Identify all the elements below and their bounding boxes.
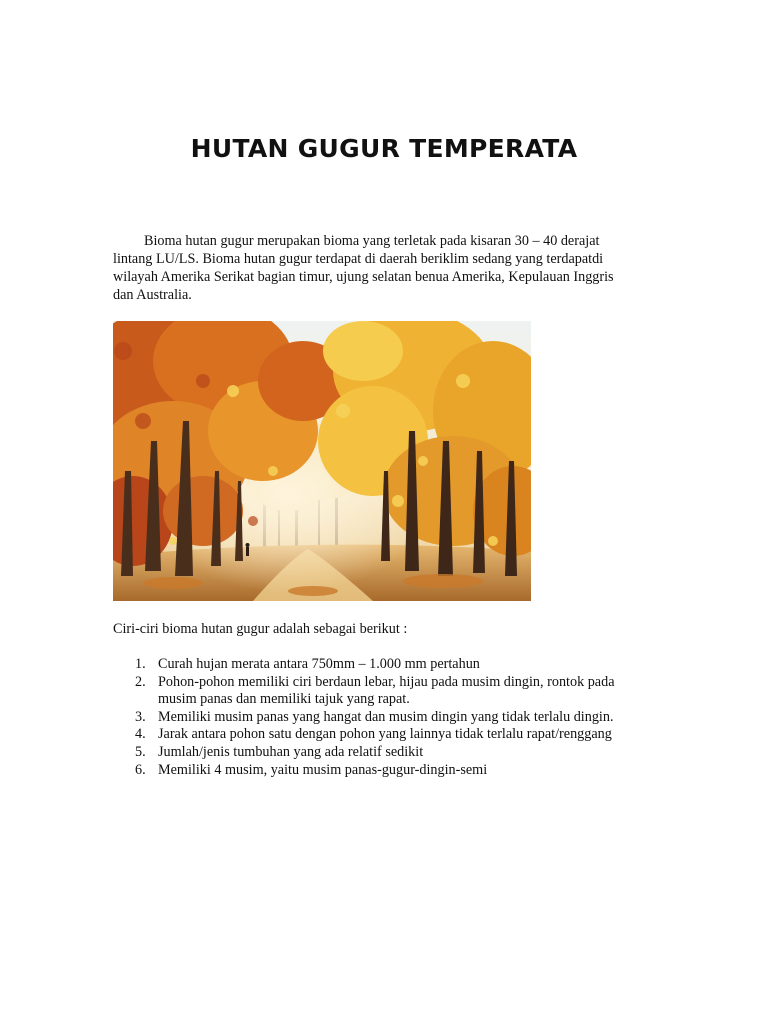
list-number: 1. [135, 656, 146, 672]
characteristics-intro: Ciri-ciri bioma hutan gugur adalah sebagai berikut : [113, 621, 408, 637]
characteristics-list [113, 656, 653, 779]
intro-line: dan Australia. [113, 287, 192, 303]
intro-line: wilayah Amerika Serikat bagian timur, ujung selatan benua Amerika, Kepulauan Inggris [113, 269, 614, 285]
list-item-text: Pohon-pohon memiliki ciri berdaun lebar, hijau pada musim dingin, rontok pada [158, 673, 615, 690]
autumn-forest-painting [113, 321, 531, 601]
intro-line: Bioma hutan gugur merupakan bioma yang terletak pada kisaran 30 – 40 derajat [144, 233, 600, 249]
list-item-text: Jumlah/jenis tumbuhan yang ada relatif sedikit [158, 743, 424, 760]
intro-line: lintang LU/LS. Bioma hutan gugur terdapat di daerah beriklim sedang yang terdapatdi [113, 251, 604, 267]
list-item-text: Jarak antara pohon satu dengan pohon yang lainnya tidak terlalu rapat/renggang [158, 726, 612, 743]
list-number: 5. [135, 743, 146, 760]
list-item-text: musim panas dan memiliki tajuk yang rapat. [158, 691, 410, 708]
list-item [113, 709, 653, 727]
list-item [113, 744, 653, 762]
list-item [113, 674, 653, 709]
page-title: HUTAN GUGUR TEMPERATA [190, 134, 578, 163]
list-item-text: Memiliki musim panas yang hangat dan musim dingin yang tidak terlalu dingin. [158, 708, 614, 725]
list-item [113, 656, 653, 674]
list-number: 2. [135, 673, 146, 690]
list-item [113, 762, 653, 780]
list-number: 6. [135, 761, 146, 778]
list-item [113, 726, 653, 744]
intro-paragraph [113, 232, 648, 304]
list-item-text: Memiliki 4 musim, yaitu musim panas-gugur-dingin-semi [158, 761, 488, 778]
list-item-text: Curah hujan merata antara 750mm – 1.000 mm pertahun [158, 656, 480, 672]
list-number: 4. [135, 726, 146, 743]
list-number: 3. [135, 708, 146, 725]
